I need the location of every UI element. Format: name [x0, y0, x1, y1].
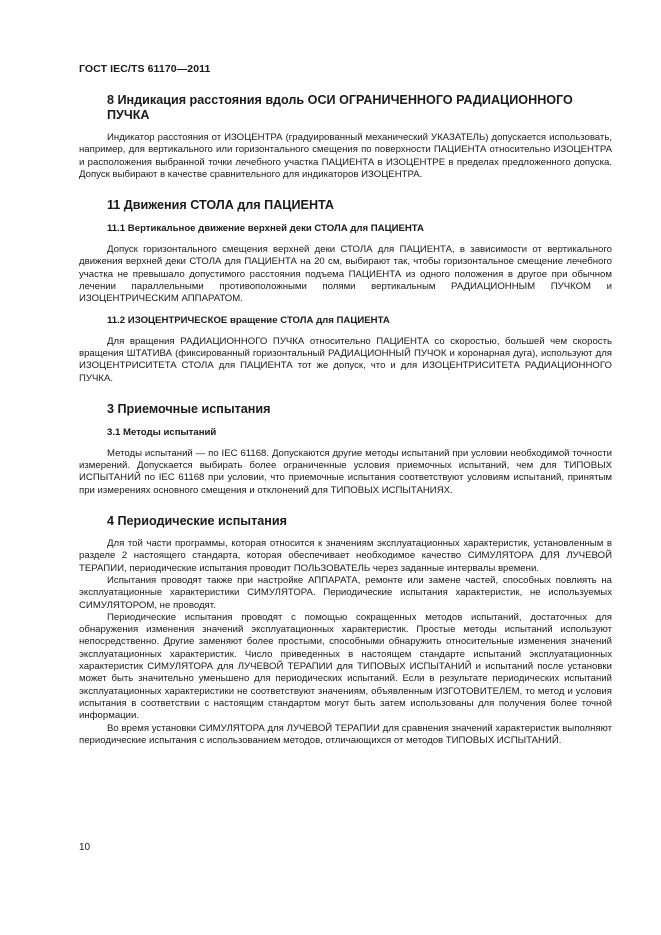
section-11-title: 11 Движения СТОЛА для ПАЦИЕНТА — [107, 198, 335, 213]
section-11-1-paragraph: Допуск горизонтального смещения верхней деки СТОЛА для ПАЦИЕНТА, в зависимости от вертикального движения верхней деки СТОЛА для ПАЦИЕНТА на 20 см, выбирают так, чтобы горизонтальное смещение лечебного участка не превышало допустимого расстояния подъема ПАЦИЕНТА из одного положения в другое при обычном лечении параллельными противоположными полями вертикальным РАДИАЦИОННЫМ ПУЧКОМ и ИЗОЦЕНТРИЧЕСКИМ АППАРАТОМ. — [79, 244, 612, 305]
section-4-paragraph-3: Периодические испытания проводят с помощью сокращенных методов испытаний, достаточных для обнаружения изменения значений эксплуатационных характеристик. Простые методы испытаний используют непосредственно. Другие заменяют более простыми, способными обнаружить относительные изменения значений эксплуатационных характеристик. Число приведенных в настоящем стандарте испытаний эксплуатационных характеристик СИМУЛЯТОРА для ЛУЧЕВОЙ ТЕРАПИИ для ТИПОВЫХ ИСПЫТАНИЙ и испытаний после установки может быть значительно уменьшено для периодических испытаний. Если в результате периодических испытаний эксплуатационных характеристики не соответствуют значениям, объявленным ИЗГОТОВИТЕЛЕМ, то метод и условия испытания в соответствии с настоящим стандартом могут быть затем использованы для получения более точной информации. — [79, 611, 612, 722]
section-4-paragraph-1: Для той части программы, которая относится к значениям эксплуатационных характеристик, установленным в разделе 2 настоящего стандарта, которая обеспечивает необходимое качество СИМУЛЯТОРА ДЛЯ ЛУЧЕВОЙ ТЕРАПИИ, периодические испытания проводит ПОЛЬЗОВАТЕЛЬ через заданные интервалы времени. — [79, 538, 612, 574]
section-3-1-paragraph: Методы испытаний — по IEC 61168. Допускаются другие методы испытаний при условии необходимой точности измерений. Допускается выбирать более ограниченные условия приемочных испытаний, чем для ТИПОВЫХ ИСПЫТАНИЙ по IEC 61168 при условии, что приемочные испытания соответствуют условиям испытаний, принятым при измерениях основного смещения и отклонений для ТИПОВЫХ ИСПЫТАНИЯХ. — [79, 447, 612, 496]
section-3-1-title: 3.1 Методы испытаний — [107, 426, 217, 438]
section-4-title: 4 Периодические испытания — [107, 514, 287, 529]
section-11-2-title: 11.2 ИЗОЦЕНТРИЧЕСКОЕ вращение СТОЛА для ПАЦИЕНТА — [107, 314, 390, 326]
page-body — [79, 93, 612, 747]
section-4-paragraph-4: Во время установки СИМУЛЯТОРА для ЛУЧЕВОЙ ТЕРАПИИ для сравнения значений характеристик выполняют периодические испытания с использованием методов, отличающихся от методов ТИПОВЫХ ИСПЫТАНИЙ. — [79, 722, 612, 746]
section-8-paragraph: Индикатор расстояния от ИЗОЦЕНТРА (градуированный механический УКАЗАТЕЛЬ) допускается использовать, например, для вертикального или горизонтального смещения по поверхности ПАЦИЕНТА относительно ИЗОЦЕНТРА и расположения выбранной точки лечебного участка ПАЦИЕНТА в ИЗОЦЕНТРЕ в пределах предложенного допуска. Допуск выбирают в качестве сравнительного для индикаторов ИЗОЦЕНТРА. — [79, 132, 612, 180]
page-number: 10 — [79, 842, 91, 853]
section-11-1-title: 11.1 Вертикальное движение верхней деки СТОЛА для ПАЦИЕНТА — [107, 223, 424, 235]
section-4-paragraph-2: Испытания проводят также при настройке АППАРАТА, ремонте или замене частей, способных повлиять на эксплуатационные характеристики СИМУЛЯТОРА. Периодические испытания характеристик, не используемых СИМУЛЯТОРОМ, не проводят. — [79, 574, 612, 611]
running-header: ГОСТ IEC/TS 61170—2011 — [79, 63, 211, 75]
section-8-title: 8 Индикация расстояния вдоль ОСИ ОГРАНИЧЕННОГО РАДИАЦИОННОГО ПУЧКА — [107, 93, 573, 122]
section-11-2-paragraph: Для вращения РАДИАЦИОННОГО ПУЧКА относительно ПАЦИЕНТА со скоростью, большей чем скорость вращения ШТАТИВА (фиксированный горизонтальный РАДИАЦИОННЫЙ ПУЧОК и коронарная дуга), используют для ИЗОЦЕНТРИСИТЕТА СТОЛА для ПАЦИЕНТА тот же допуск, что и для ИЗОЦЕНТРИСИТЕТА РАДИАЦИОННОГО ПУЧКА. — [79, 335, 612, 384]
section-3-title: 3 Приемочные испытания — [107, 401, 271, 416]
